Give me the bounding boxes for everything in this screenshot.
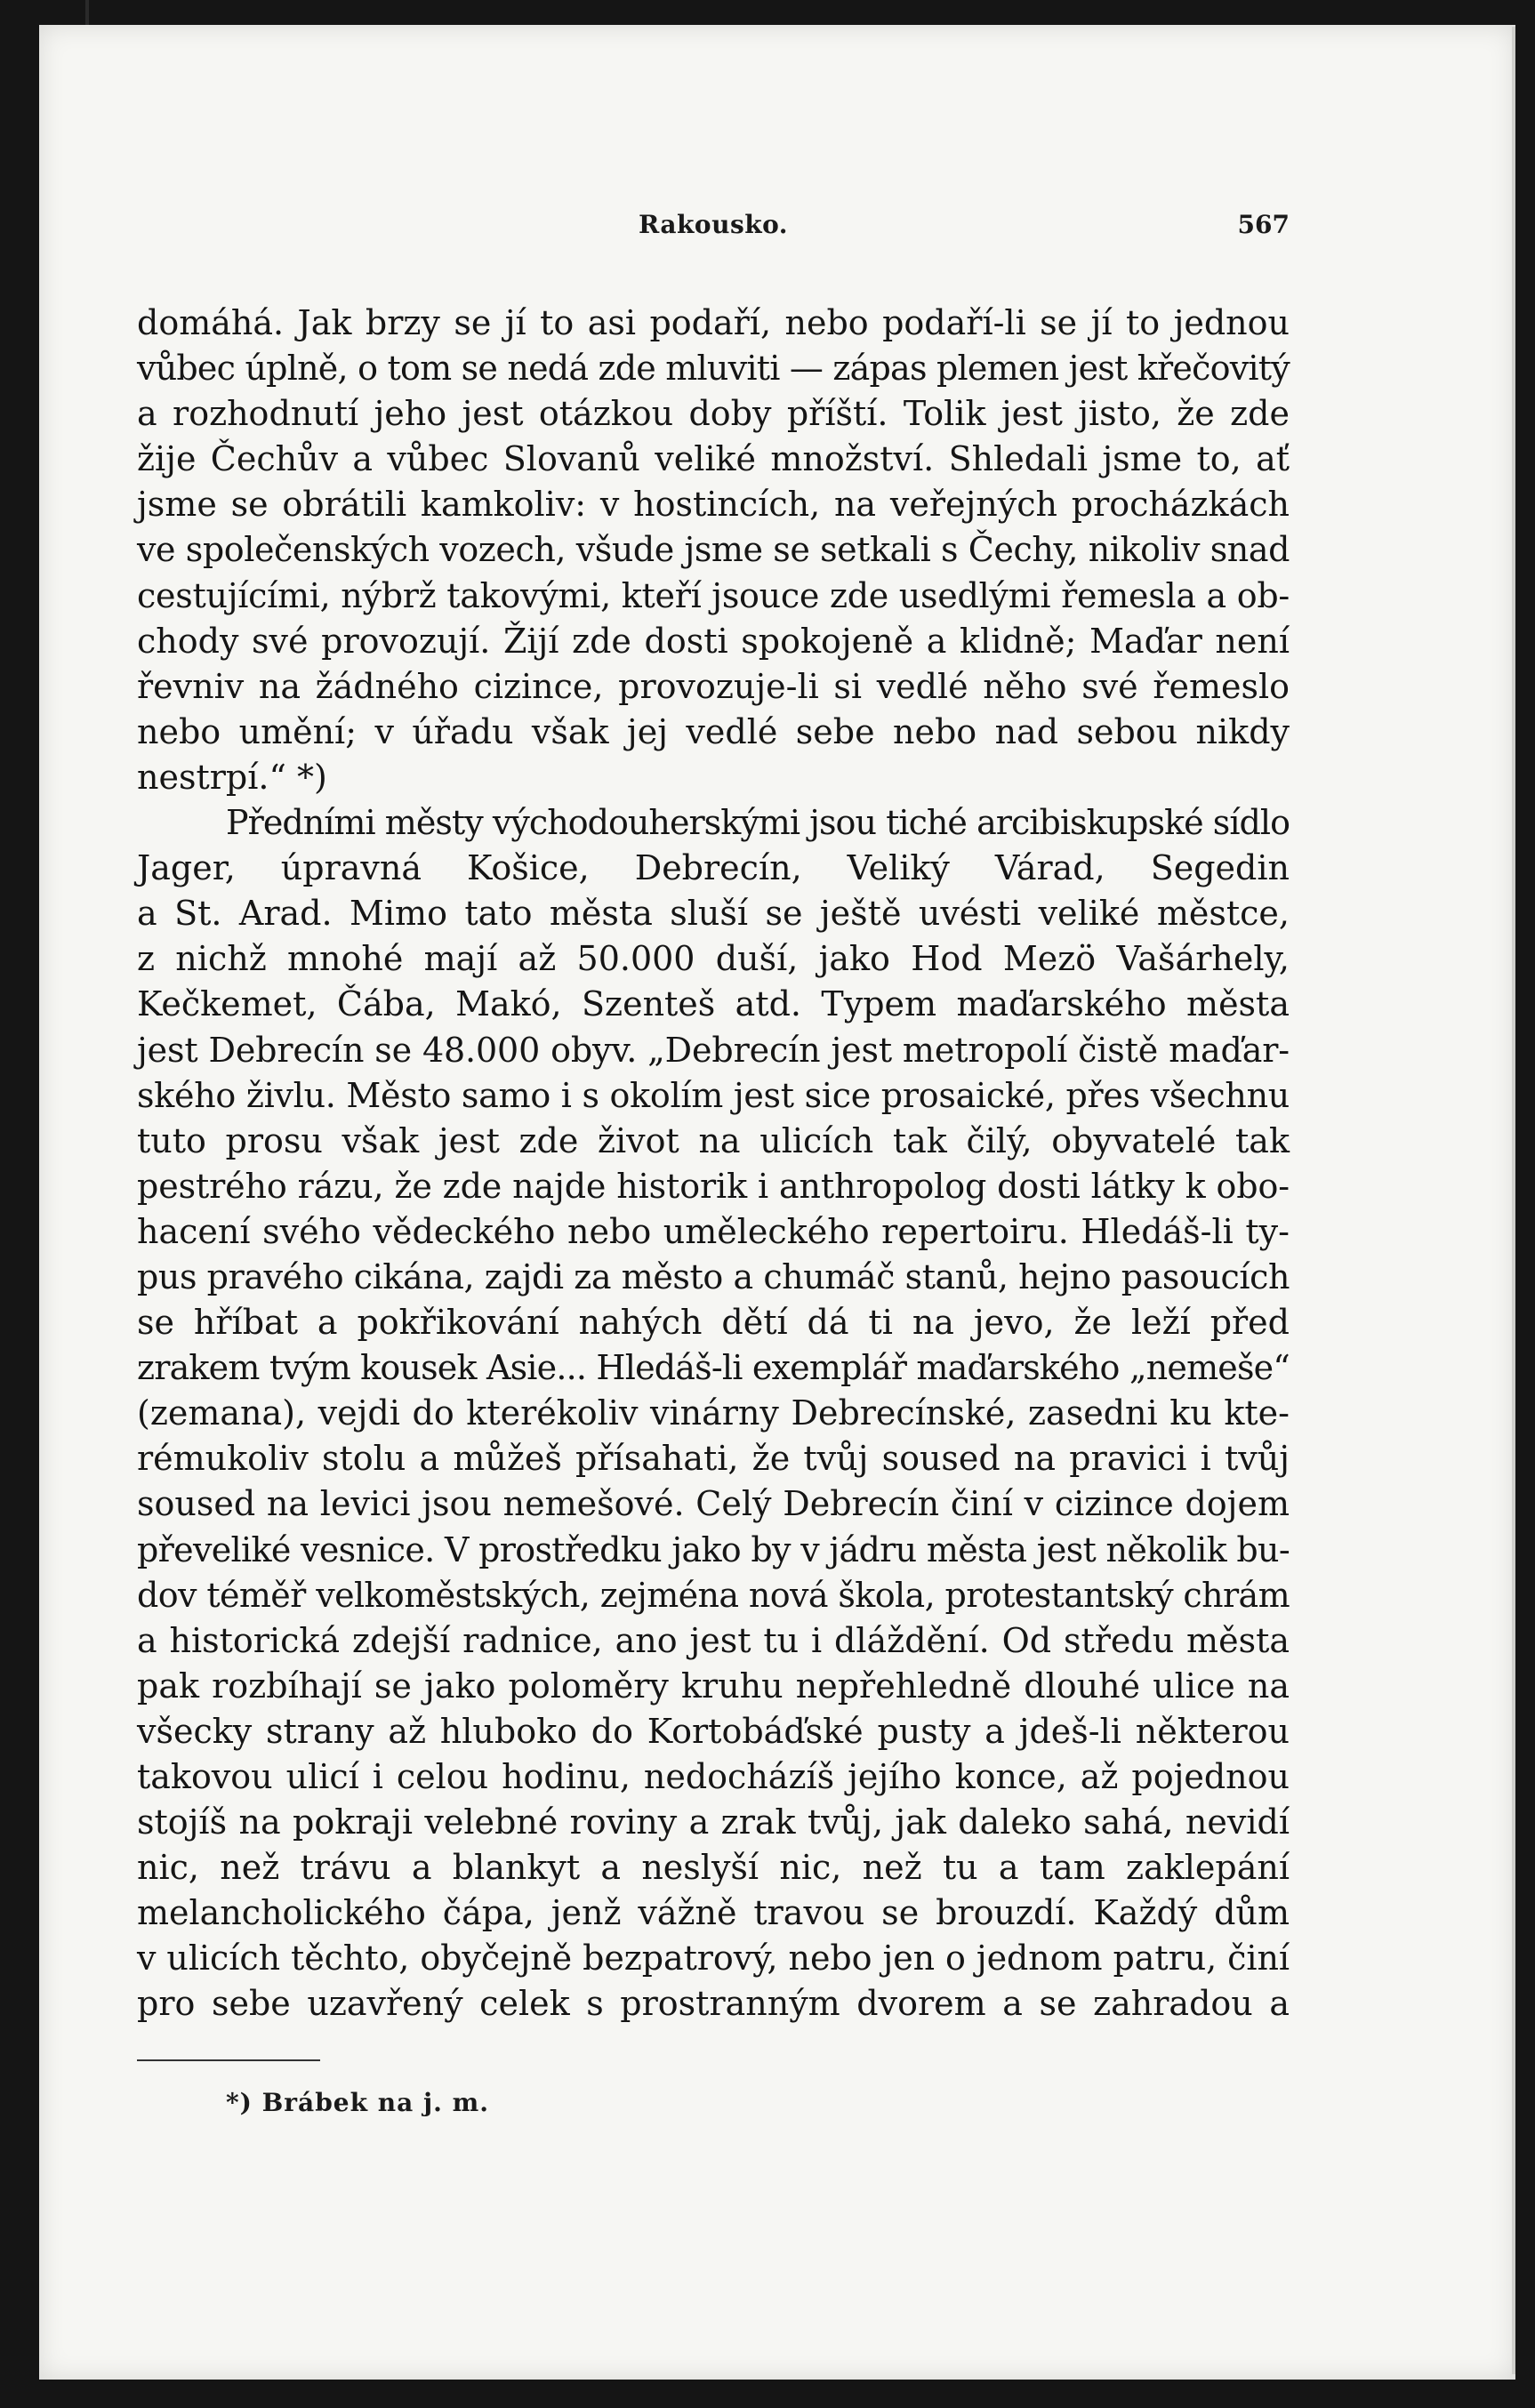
text-line: nic, než trávu a blankyt a neslyší nic, než tu a tam zaklepání	[137, 1848, 1290, 1888]
text-line: nestrpí.“ *)	[137, 757, 327, 797]
text-line: takovou ulicí i celou hodinu, nedocházíš jejího konce, až pojednou	[137, 1757, 1290, 1796]
text-line: domáhá. Jak brzy se jí to asi podaří, nebo podaří-li se jí to jednou	[137, 303, 1290, 342]
text-line: a St. Arad. Mimo tato města sluší se ještě uvésti veliké městce,	[137, 894, 1290, 934]
text-line: v ulicích těchto, obyčejně bezpatrový, nebo jen o jednom patru, činí	[137, 1938, 1290, 1979]
text-line: Jager, úpravná Košice, Debrecín, Veliký Várad, Segedin	[137, 848, 1290, 888]
text-line: pak rozbíhají se jako poloměry kruhu nepřehledně dlouhé ulice na	[137, 1666, 1290, 1706]
page-edge	[1512, 27, 1515, 2374]
text-line: řevniv na žádného cizince, provozuje-li si vedlé něho své řemeslo	[137, 666, 1290, 706]
text-line: z nichž mnohé mají až 50.000 duší, jako Hod Mezö Vašárhely,	[137, 939, 1290, 979]
text-line: jest Debrecín se 48.000 obyv. „Debrecín jest metropolí čistě maďar-	[137, 1030, 1290, 1070]
text-line: tuto prosu však jest zde život na ulicích tak čilý, obyvatelé tak	[137, 1120, 1290, 1160]
text-line: a historická zdejší radnice, ano jest tu i dláždění. Od středu města	[137, 1620, 1290, 1660]
text-line: nebo umění; v úřadu však jej vedlé sebe nebo nad sebou nikdy	[137, 711, 1290, 751]
text-line: všecky strany až hluboko do Kortobáďské pusty a jdeš-li některou	[137, 1711, 1290, 1751]
page-header	[137, 210, 1290, 245]
text-line: soused na levici jsou nemešové. Celý Debrecín činí v cizince dojem	[137, 1484, 1290, 1524]
text-line: pro sebe uzavřený celek s prostranným dvorem a se zahradou a	[137, 1984, 1290, 2024]
text-line: cestujícími, nýbrž takovými, kteří jsouce zde usedlými řemesla a ob-	[137, 575, 1290, 615]
text-line: zrakem tvým kousek Asie... Hledáš-li exemplář maďarského „nemeše“	[137, 1348, 1290, 1388]
text-line: pus pravého cikána, zajdi za město a chumáč stanů, hejno pasoucích	[137, 1256, 1290, 1296]
text-line: Kečkemet, Čába, Makó, Szenteš atd. Typem maďarského města	[137, 984, 1290, 1024]
text-line: vůbec úplně, o tom se nedá zde mluviti — zápas plemen jest křečovitý	[137, 349, 1290, 389]
text-line: jsme se obrátili kamkoliv: v hostincích, na veřejných procházkách	[137, 485, 1290, 525]
text-line: stojíš na pokraji velebné roviny a zrak tvůj, jak daleko sahá, nevidí	[137, 1802, 1290, 1842]
text-line: ského živlu. Město samo i s okolím jest sice prosaické, přes všechnu	[137, 1075, 1290, 1115]
text-line: chody své provozují. Žijí zde dosti spokojeně a klidně; Maďar není	[137, 621, 1290, 661]
text-line: pestrého rázu, že zde najde historik i anthropolog dosti látky k obo-	[137, 1166, 1290, 1206]
text-line: převeliké vesnice. V prostředku jako by v jádru města jest několik bu-	[137, 1529, 1290, 1569]
text-line: žije Čechův a vůbec Slovanů veliké množství. Shledali jsme to, ať	[137, 439, 1290, 479]
body-text	[137, 301, 1290, 2027]
text-line: se hříbat a pokřikování nahých dětí dá ti na jevo, že leží před	[137, 1303, 1290, 1343]
text-line: melancholického čápa, jenž vážně travou se brouzdí. Každý dům	[137, 1893, 1290, 1933]
text-line: a rozhodnutí jeho jest otázkou doby příští. Tolik jest jisto, že zde	[137, 394, 1290, 434]
text-line: dov téměř velkoměstských, zejména nová škola, protestantský chrám	[137, 1575, 1290, 1615]
running-head: Rakousko.	[638, 210, 789, 239]
text-line: hacení svého vědeckého nebo uměleckého repertoiru. Hledáš-li ty-	[137, 1211, 1290, 1251]
text-line: rémukoliv stolu a můžeš přísahati, že tvůj soused na pravici i tvůj	[137, 1439, 1290, 1479]
text-line: ve společenských vozech, všude jsme se setkali s Čechy, nikoliv snad	[137, 530, 1290, 570]
paragraph-start-line: Předními městy východouherskými jsou tiché arcibiskupské sídlo	[226, 803, 1290, 843]
footnote: *) Brábek na j. m.	[226, 2088, 489, 2117]
text-line: (zemana), vejdi do kterékoliv vinárny Debrecínské, zasedni ku kte-	[137, 1393, 1290, 1433]
footnote-divider	[137, 2059, 320, 2061]
page-number: 567	[1237, 210, 1290, 239]
